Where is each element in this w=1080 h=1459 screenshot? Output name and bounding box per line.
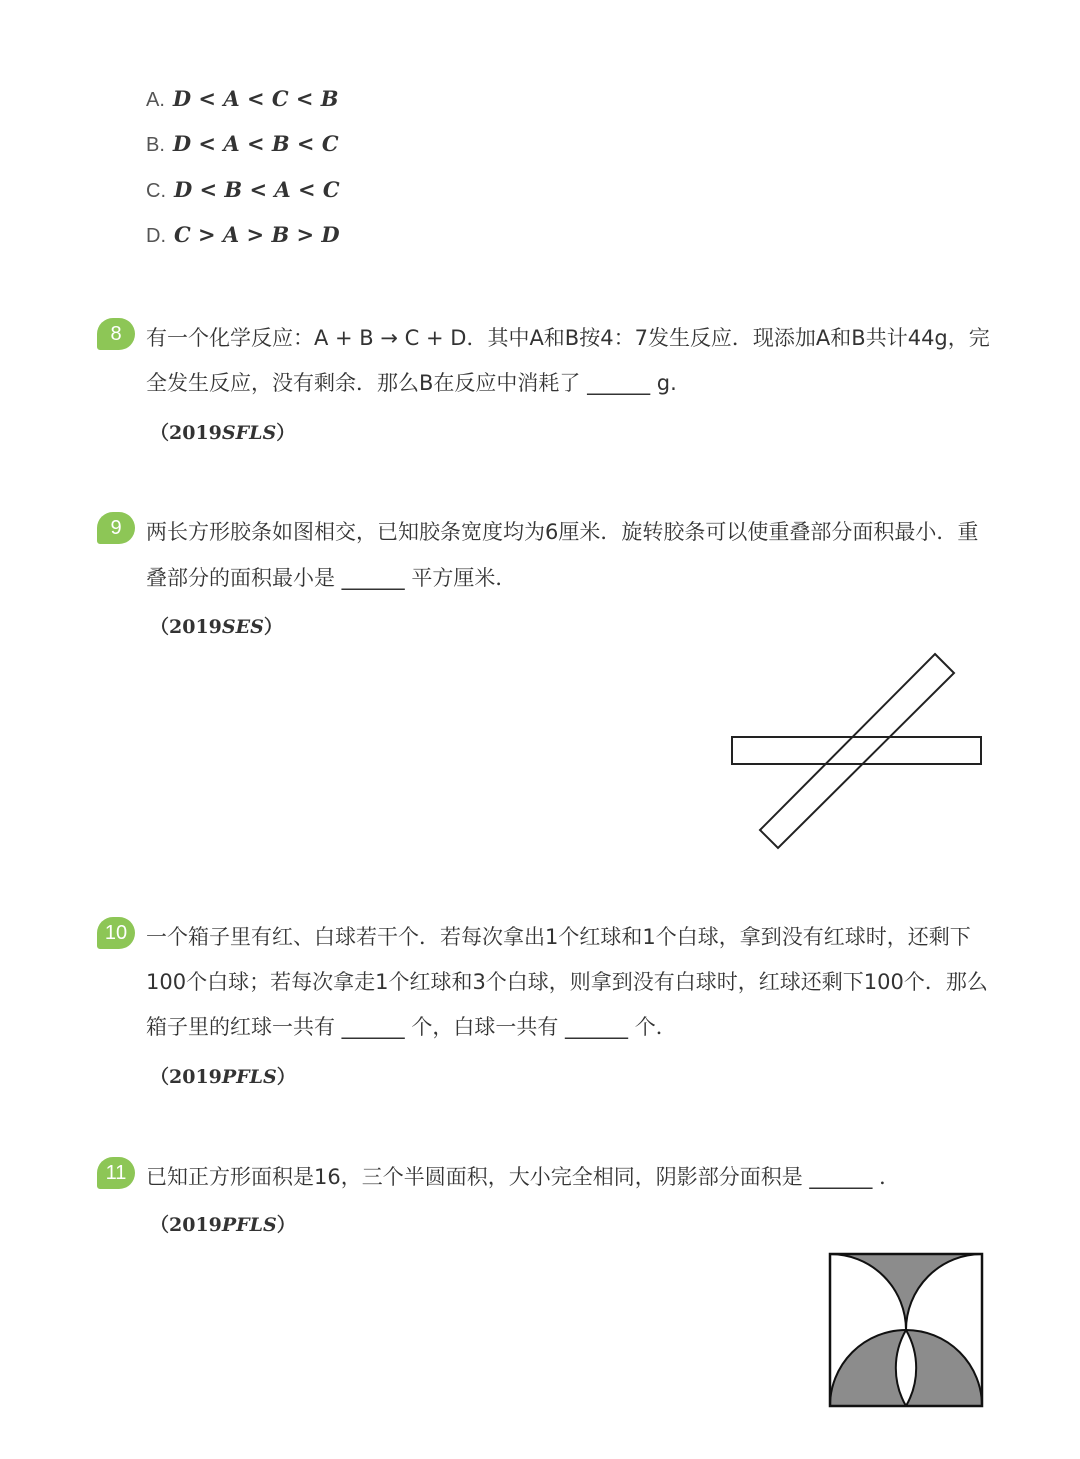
source-close: ） xyxy=(276,1066,296,1088)
option-label: A. xyxy=(146,89,165,111)
option-expression: D < A < B < C xyxy=(172,131,339,156)
option-expression: D < B < A < C xyxy=(174,177,340,202)
option-expression: D < A < C < B xyxy=(172,86,339,111)
source-code: SES xyxy=(221,616,264,638)
horizontal-strip xyxy=(732,737,981,764)
source-code: PFLS xyxy=(221,1066,277,1088)
source-year: （2019 xyxy=(150,616,222,638)
question-text-line: 有一个化学反应：A + B → C + D．其中A和B按4：7发生反应．现添加A和B共计44g，完 xyxy=(146,326,990,350)
question-source xyxy=(150,418,295,445)
source-year: （2019 xyxy=(150,1214,222,1236)
square-semicircles-figure xyxy=(826,1250,986,1410)
option-b[interactable] xyxy=(146,130,339,159)
source-close: ） xyxy=(263,616,283,638)
question-source xyxy=(150,1062,296,1089)
question-number-badge: 9 xyxy=(97,512,135,544)
question-number-badge: 8 xyxy=(97,318,135,350)
source-code: PFLS xyxy=(221,1214,277,1236)
question-text-line: 全发生反应，没有剩余．那么B在反应中消耗了 ______ g. xyxy=(146,371,677,395)
source-code: SFLS xyxy=(221,422,277,444)
option-label: B. xyxy=(146,134,165,156)
diagonal-strip xyxy=(760,654,954,848)
option-a[interactable] xyxy=(146,85,339,114)
question-text-line: 叠部分的面积最小是 ______ 平方厘米． xyxy=(146,566,517,590)
option-label: D. xyxy=(146,225,166,247)
option-d[interactable] xyxy=(146,221,340,250)
option-c[interactable] xyxy=(146,176,340,205)
question-text-line: 两长方形胶条如图相交，已知胶条宽度均为6厘米．旋转胶条可以使重叠部分面积最小．重 xyxy=(146,520,979,544)
question-number-badge: 11 xyxy=(97,1157,135,1189)
source-close: ） xyxy=(276,422,296,444)
source-year: （2019 xyxy=(150,1066,222,1088)
question-source xyxy=(150,1210,296,1237)
question-text-line: 100个白球；若每次拿走1个红球和3个白球，则拿到没有白球时，红球还剩下100个．那么 xyxy=(146,970,988,994)
question-text-line: 一个箱子里有红、白球若干个．若每次拿出1个红球和1个白球，拿到没有红球时，还剩下 xyxy=(146,925,971,949)
tape-strips-figure xyxy=(720,645,995,860)
question-text-line: 箱子里的红球一共有 ______ 个，白球一共有 ______ 个． xyxy=(146,1015,677,1039)
option-expression: C > A > B > D xyxy=(174,222,340,247)
question-number-badge: 10 xyxy=(97,917,135,949)
source-year: （2019 xyxy=(150,422,222,444)
question-source xyxy=(150,612,283,639)
question-text-line: 已知正方形面积是16，三个半圆面积，大小完全相同，阴影部分面积是 ______ ． xyxy=(146,1165,901,1189)
source-close: ） xyxy=(276,1214,296,1236)
option-label: C. xyxy=(146,180,166,202)
